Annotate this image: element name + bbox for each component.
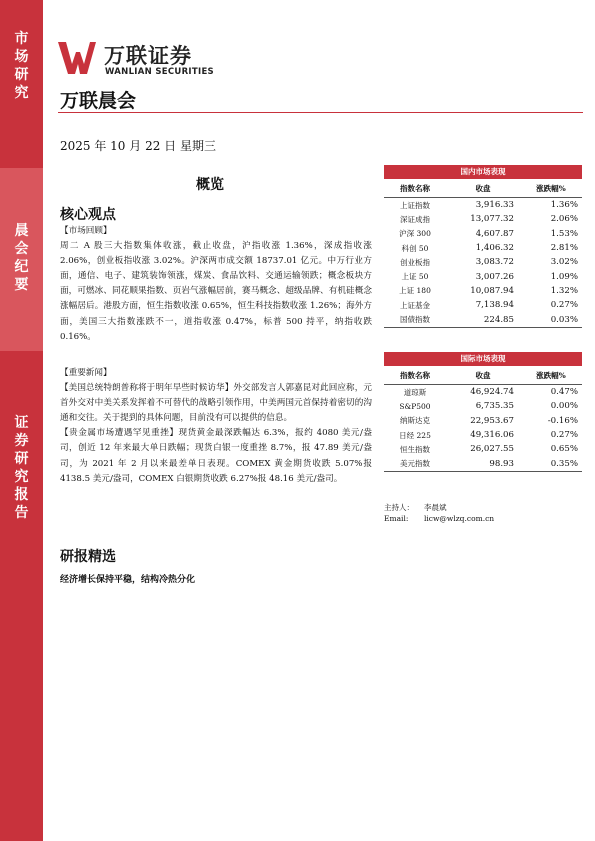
index-name: 国债指数: [384, 312, 446, 327]
index-close: 3,916.33: [475, 200, 514, 211]
col-header-name: 指数名称: [384, 179, 446, 198]
market-review-section: [60, 224, 372, 345]
index-close: 13,077.32: [470, 214, 514, 225]
market-review-text: 周二 A 股三大指数集体收涨，截止收盘，沪指收涨 1.36%，深成指收涨 2.06%，创业板指收涨 3.02%。沪深两市成交额 18737.01 亿元。中万行业方面，通信、电子、建筑装饰领涨，煤炭、食品饮料、交通运输领跌；概念板块方面，可燃冰、同花顺果指数、页岩气涨幅居前，赛马概念、超级品牌、有机硅概念涨幅居后。港股方面，恒生指数收涨 0.65%，恒生科技指数收涨 1.26%；海外方面，美国三大指数涨跌不一，道指收涨 0.47%，标普 500 持平，纳指收跌 0.16%。: [60, 241, 372, 342]
sidebar-label-morning-notes: 晨会纪要: [14, 223, 29, 293]
index-name: 日经 225: [399, 430, 431, 440]
author-line: [384, 502, 447, 513]
index-change: 2.81%: [550, 243, 578, 254]
index-name: 上证指数: [400, 200, 430, 210]
index-close: 7,138.94: [475, 300, 514, 311]
table-row: [384, 227, 582, 241]
news-item-1: 【美国总统特朗普称将于明年早些时候访华】外交部发言人郭嘉昆对此回应称，元首外交对中美关系发挥着不可替代的战略引领作用，中美两国元首保持着密切的沟通和交往。关于提到的具体问题，目前没有可以提供的信息。: [60, 383, 372, 424]
core-views-heading: 核心观点: [60, 207, 116, 223]
table-row: [384, 312, 582, 327]
index-close: 46,924.74: [470, 387, 514, 398]
index-name: 上证 50: [401, 272, 429, 282]
table-row: [384, 442, 582, 456]
index-close: 3,007.26: [475, 271, 514, 282]
index-name: 沪深 300: [399, 229, 431, 239]
table-row: [384, 255, 582, 269]
sidebar-label-securities-report: 证券研究报告: [14, 415, 29, 521]
table-row: [384, 414, 582, 428]
index-change: 2.06%: [550, 214, 578, 225]
index-close: 224.85: [446, 312, 520, 327]
table-row: [384, 269, 582, 283]
index-name: 深证成指: [400, 214, 430, 224]
index-change: -0.16%: [547, 415, 578, 426]
index-close: 10,087.94: [470, 285, 514, 296]
table-row: [384, 399, 582, 413]
index-close: 26,027.55: [470, 444, 514, 455]
col-header-change: 涨跌幅%: [520, 366, 582, 385]
index-change: 0.65%: [550, 444, 578, 455]
email-address[interactable]: licw@wlzq.com.cn: [424, 514, 495, 523]
index-close: 3,083.72: [475, 257, 514, 268]
index-change: 1.36%: [550, 200, 578, 211]
domestic-table-title: 国内市场表现: [384, 165, 582, 179]
index-close: 22,953.67: [470, 415, 514, 426]
news-item-2: 【贵金属市场遭遇罕见重挫】现货黄金最深跌幅达 6.3%，报约 4080 美元/盎司，创近 12 年来最大单日跌幅；现货白银一度重挫 8.7%，报 47.89 美元/盎司，为 2021 年 2 月以来最差单日表现。COMEX 黄金期货收跌 5.07%报 4138.5 美元/盎司，COMEX 白银期货收跌 6.27%报 48.16 美元/盎司。: [60, 428, 372, 484]
news-section: [60, 366, 372, 487]
index-close: 4,607.87: [475, 228, 514, 239]
table-row: [384, 385, 582, 400]
international-market-table: [384, 352, 582, 472]
market-review-tag: 【市场回顾】: [60, 226, 112, 236]
overview-heading: 概览: [196, 177, 224, 193]
index-close: 1,406.32: [475, 243, 514, 254]
index-name: S&P500: [399, 401, 431, 411]
table-row: [384, 198, 582, 213]
logo-cn-text: 万联证券: [104, 44, 192, 68]
wanlian-logo-icon: [58, 42, 96, 74]
table-row: [384, 456, 582, 471]
index-name: 科创 50: [401, 243, 429, 253]
index-name: 恒生指数: [400, 444, 430, 454]
author-label: 主持人：: [384, 503, 414, 512]
logo-en-text: WANLIAN SECURITIES: [105, 67, 214, 77]
page-title: 万联晨会: [60, 90, 137, 112]
index-name: 上证基金: [400, 300, 430, 310]
index-name: 美元指数: [384, 456, 446, 471]
index-change: 0.00%: [550, 401, 578, 412]
index-change: 0.27%: [550, 430, 578, 441]
index-change: 1.09%: [550, 271, 578, 282]
email-label: Email:: [384, 514, 409, 523]
col-header-name: 指数名称: [384, 366, 446, 385]
index-close: 98.93: [446, 456, 520, 471]
index-change: 3.02%: [550, 257, 578, 268]
table-row: [384, 212, 582, 226]
table-row: [384, 428, 582, 442]
col-header-close: 收盘: [446, 366, 520, 385]
sidebar-label-market-research: 市场研究: [14, 31, 29, 101]
title-divider: [58, 112, 583, 113]
index-name: 创业板指: [400, 257, 430, 267]
international-table-title: 国际市场表现: [384, 352, 582, 366]
domestic-market-table: [384, 165, 582, 328]
col-header-close: 收盘: [446, 179, 520, 198]
index-name: 道琼斯: [403, 387, 427, 397]
news-tag: 【重要新闻】: [60, 368, 112, 378]
index-change: 0.03%: [520, 312, 582, 327]
email-line: [384, 514, 494, 523]
index-close: 6,735.35: [475, 401, 514, 412]
index-name: 纳斯达克: [400, 416, 430, 426]
table-row: [384, 298, 582, 312]
table-row: [384, 241, 582, 255]
report-date: 2025 年 10 月 22 日 星期三: [60, 139, 216, 153]
index-name: 上证 180: [399, 286, 431, 296]
index-change: 0.27%: [550, 300, 578, 311]
index-close: 49,316.06: [470, 430, 514, 441]
index-change: 1.53%: [550, 228, 578, 239]
table-row: [384, 284, 582, 298]
research-heading: 研报精选: [60, 549, 116, 565]
research-item-title[interactable]: 经济增长保持平稳，结构冷热分化: [60, 575, 196, 585]
index-change: 0.47%: [550, 387, 578, 398]
index-change: 0.35%: [520, 456, 582, 471]
index-change: 1.32%: [550, 285, 578, 296]
author-name: 李晨斌: [424, 503, 447, 512]
col-header-change: 涨跌幅%: [520, 179, 582, 198]
sidebar: [0, 0, 43, 841]
